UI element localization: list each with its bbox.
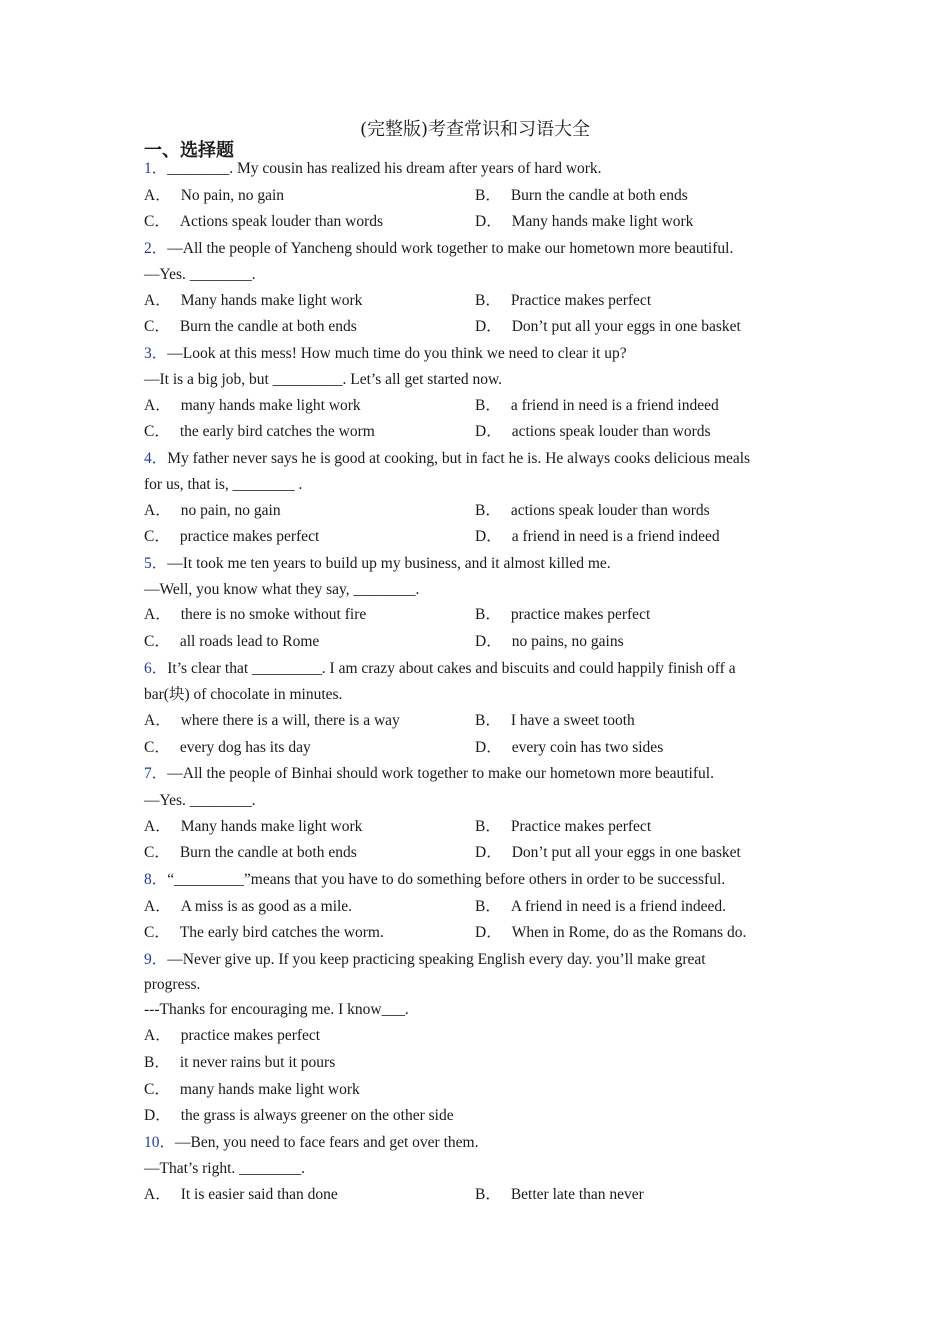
question-line xyxy=(144,265,256,285)
option-text: practice makes perfect xyxy=(180,1027,321,1044)
answer-option xyxy=(144,527,319,547)
question-number: 10． xyxy=(144,1134,176,1151)
answer-option xyxy=(475,923,746,943)
option-letter: A． xyxy=(144,712,171,729)
option-letter: D． xyxy=(475,423,502,440)
question-number: 2． xyxy=(144,240,168,257)
option-letter: A． xyxy=(144,818,171,835)
option-letter: B． xyxy=(475,397,501,414)
answer-option xyxy=(475,212,693,232)
question-text: bar(块) of chocolate in minutes. xyxy=(144,686,343,703)
question-number: 7． xyxy=(144,765,168,782)
question-line xyxy=(144,1000,409,1020)
question-text: progress. xyxy=(144,976,201,993)
option-letter: D． xyxy=(475,739,502,756)
option-letter: A． xyxy=(144,1027,171,1044)
option-letter: C． xyxy=(144,739,170,756)
option-letter: B． xyxy=(475,502,501,519)
option-text: A friend in need is a friend indeed. xyxy=(510,898,727,915)
question-line xyxy=(144,344,627,364)
option-letter: A． xyxy=(144,292,171,309)
question-text: for us, that is, ________ . xyxy=(144,476,303,493)
question-line xyxy=(144,159,602,179)
question-line xyxy=(144,870,725,890)
question-line xyxy=(144,449,750,469)
option-letter: A． xyxy=(144,1186,171,1203)
section-heading: 一、选择题 xyxy=(144,140,234,161)
option-text: no pains, no gains xyxy=(511,633,624,650)
option-text: No pain, no gain xyxy=(180,187,285,204)
option-letter: B． xyxy=(475,1186,501,1203)
answer-option xyxy=(144,1053,335,1073)
option-letter: D． xyxy=(475,633,502,650)
option-text: Practice makes perfect xyxy=(510,292,652,309)
answer-option xyxy=(144,1185,338,1205)
answer-option xyxy=(144,605,366,625)
option-text: actions speak louder than words xyxy=(511,423,711,440)
option-text: Many hands make light work xyxy=(511,213,694,230)
answer-option xyxy=(475,632,624,652)
answer-option xyxy=(144,422,375,442)
page-title: (完整版)考查常识和习语大全 xyxy=(359,119,591,140)
question-text: —Look at this mess! How much time do you think we need to clear it up? xyxy=(167,345,627,362)
option-text: the grass is always greener on the other side xyxy=(180,1107,454,1124)
question-line xyxy=(144,475,302,495)
answer-option xyxy=(144,291,362,311)
option-letter: A． xyxy=(144,502,171,519)
option-letter: C． xyxy=(144,318,170,335)
answer-option xyxy=(475,501,710,521)
question-line xyxy=(144,791,256,811)
question-line xyxy=(144,950,706,970)
answer-option xyxy=(144,923,384,943)
option-text: The early bird catches the worm. xyxy=(179,924,384,941)
option-text: Burn the candle at both ends xyxy=(179,844,357,861)
answer-option xyxy=(475,1185,644,1205)
option-letter: C． xyxy=(144,844,170,861)
answer-option xyxy=(475,291,651,311)
question-line xyxy=(144,239,733,259)
question-number: 9． xyxy=(144,951,168,968)
answer-option xyxy=(475,186,688,206)
option-text: It is easier said than done xyxy=(180,1186,338,1203)
option-letter: B． xyxy=(475,818,501,835)
answer-option xyxy=(475,605,650,625)
option-letter: C． xyxy=(144,528,170,545)
answer-option xyxy=(144,1106,454,1126)
question-number: 5． xyxy=(144,555,168,572)
option-letter: D． xyxy=(475,528,502,545)
answer-option xyxy=(475,527,720,547)
option-text: Better late than never xyxy=(510,1186,644,1203)
question-text: —It took me ten years to build up my business, and it almost killed me. xyxy=(167,555,611,572)
option-letter: B． xyxy=(475,606,501,623)
option-text: I have a sweet tooth xyxy=(510,712,635,729)
option-text: Many hands make light work xyxy=(180,292,363,309)
option-letter: C． xyxy=(144,924,170,941)
option-text: practice makes perfect xyxy=(510,606,651,623)
answer-option xyxy=(144,317,357,337)
option-letter: A． xyxy=(144,606,171,623)
question-text: —All the people of Yancheng should work together to make our hometown more beautiful. xyxy=(167,240,734,257)
option-text: there is no smoke without fire xyxy=(180,606,367,623)
question-text: —All the people of Binhai should work together to make our hometown more beautiful. xyxy=(167,765,714,782)
option-letter: D． xyxy=(475,318,502,335)
answer-option xyxy=(144,711,400,731)
question-number: 4． xyxy=(144,450,168,467)
question-line xyxy=(144,1133,478,1153)
question-text: It’s clear that _________. I am crazy about cakes and biscuits and could happily finish off a xyxy=(167,660,736,677)
option-text: When in Rome, do as the Romans do. xyxy=(511,924,747,941)
option-text: Burn the candle at both ends xyxy=(510,187,688,204)
option-text: many hands make light work xyxy=(180,397,361,414)
option-text: the early bird catches the worm xyxy=(179,423,375,440)
question-text: —It is a big job, but _________. Let’s all get started now. xyxy=(144,371,503,388)
question-text: My father never says he is good at cooking, but in fact he is. He always cooks delicious meals xyxy=(167,450,751,467)
answer-option xyxy=(144,1026,320,1046)
option-text: it never rains but it pours xyxy=(179,1054,336,1071)
option-text: actions speak louder than words xyxy=(510,502,710,519)
answer-option xyxy=(144,897,352,917)
option-letter: D． xyxy=(475,844,502,861)
question-line xyxy=(144,659,736,679)
question-number: 1． xyxy=(144,160,168,177)
option-text: a friend in need is a friend indeed xyxy=(510,397,719,414)
option-letter: B． xyxy=(475,187,501,204)
question-number: 8． xyxy=(144,871,168,888)
option-letter: D． xyxy=(475,213,502,230)
option-letter: B． xyxy=(475,712,501,729)
answer-option xyxy=(475,317,741,337)
option-text: every coin has two sides xyxy=(511,739,664,756)
option-letter: C． xyxy=(144,423,170,440)
option-letter: D． xyxy=(144,1107,171,1124)
option-text: many hands make light work xyxy=(179,1081,360,1098)
option-text: Practice makes perfect xyxy=(510,818,652,835)
option-text: Actions speak louder than words xyxy=(179,213,384,230)
option-letter: B． xyxy=(144,1054,170,1071)
option-text: Don’t put all your eggs in one basket xyxy=(511,318,741,335)
option-text: all roads lead to Rome xyxy=(179,633,320,650)
question-text: —Never give up. If you keep practicing speaking English every day. you’ll make great xyxy=(167,951,706,968)
option-letter: D． xyxy=(475,924,502,941)
question-line xyxy=(144,975,200,995)
question-text: “_________”means that you have to do something before others in order to be successful. xyxy=(167,871,726,888)
answer-option xyxy=(475,396,719,416)
answer-option xyxy=(144,1080,360,1100)
question-line xyxy=(144,685,342,705)
option-text: no pain, no gain xyxy=(180,502,281,519)
option-letter: C． xyxy=(144,1081,170,1098)
answer-option xyxy=(144,738,311,758)
question-text: ---Thanks for encouraging me. I know___. xyxy=(144,1001,409,1018)
answer-option xyxy=(475,422,711,442)
question-line xyxy=(144,764,714,784)
question-text: —That’s right. ________. xyxy=(144,1160,306,1177)
question-text: —Ben, you need to face fears and get over them. xyxy=(175,1134,479,1151)
option-letter: A． xyxy=(144,187,171,204)
answer-option xyxy=(144,212,383,232)
answer-option xyxy=(475,711,635,731)
answer-option xyxy=(144,632,319,652)
question-line xyxy=(144,1159,305,1179)
answer-option xyxy=(144,186,284,206)
option-letter: A． xyxy=(144,397,171,414)
option-letter: C． xyxy=(144,633,170,650)
answer-option xyxy=(144,501,281,521)
question-line xyxy=(144,554,611,574)
option-text: Don’t put all your eggs in one basket xyxy=(511,844,741,861)
answer-option xyxy=(144,817,362,837)
option-text: A miss is as good as a mile. xyxy=(180,898,353,915)
question-number: 6． xyxy=(144,660,168,677)
answer-option xyxy=(475,897,726,917)
option-text: every dog has its day xyxy=(179,739,311,756)
option-letter: B． xyxy=(475,292,501,309)
question-line xyxy=(144,580,419,600)
option-letter: C． xyxy=(144,213,170,230)
option-text: where there is a will, there is a way xyxy=(180,712,400,729)
answer-option xyxy=(475,817,651,837)
option-letter: B． xyxy=(475,898,501,915)
option-letter: A． xyxy=(144,898,171,915)
option-text: practice makes perfect xyxy=(179,528,320,545)
answer-option xyxy=(144,396,361,416)
option-text: Burn the candle at both ends xyxy=(179,318,357,335)
question-text: —Yes. ________. xyxy=(144,792,256,809)
answer-option xyxy=(475,738,663,758)
answer-option xyxy=(475,843,741,863)
answer-option xyxy=(144,843,357,863)
question-text: —Well, you know what they say, ________. xyxy=(144,581,420,598)
question-number: 3． xyxy=(144,345,168,362)
option-text: a friend in need is a friend indeed xyxy=(511,528,720,545)
option-text: Many hands make light work xyxy=(180,818,363,835)
question-line xyxy=(144,370,502,390)
question-text: —Yes. ________. xyxy=(144,266,256,283)
question-text: ________. My cousin has realized his dream after years of hard work. xyxy=(167,160,602,177)
